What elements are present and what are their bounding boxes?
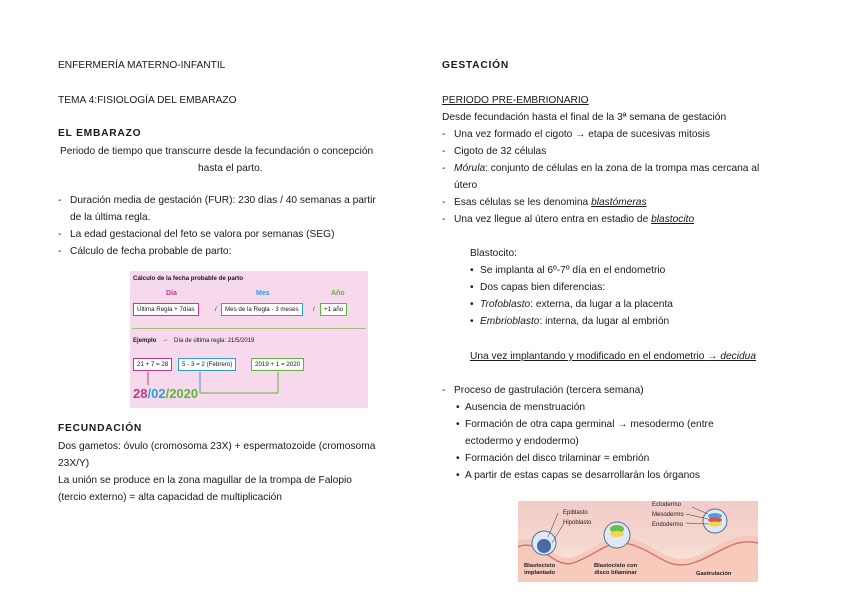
bullet-mark: •: [456, 402, 460, 413]
dash-mark: -: [442, 163, 446, 174]
calc-result-year: 2020: [169, 386, 199, 401]
label-mesodermo: Mesodermo: [652, 512, 684, 518]
calc-ex-mes: 5 - 3 = 2 (Febrero): [178, 358, 236, 371]
bullet-mark: •: [456, 453, 460, 464]
dash-mark: -: [442, 129, 446, 140]
bullet-mark: •: [470, 316, 474, 327]
calc-result: [133, 386, 198, 401]
caption-disco-bilaminar: Blastocisto con disco bilaminar: [594, 563, 638, 576]
gastrulacion-bullet-mesodermo-line2: ectodermo y endodermo): [465, 436, 579, 447]
bullet-mark: •: [470, 299, 474, 310]
caption-gastrulacion: Gastrulación: [696, 571, 732, 577]
calc-title: Cálculo de la fecha probable de parto: [133, 275, 244, 282]
calc-result-sep: /: [165, 386, 170, 401]
bullet-mark: •: [456, 470, 460, 481]
dash-mark: -: [442, 197, 446, 208]
calc-result-month: 02: [151, 386, 166, 401]
caption-blastocisto-implantado: Blastocisto implantado: [524, 563, 556, 576]
dash-mark: -: [58, 195, 62, 206]
fecundacion-line4: (tercio externo) = alta capacidad de multiplicación: [58, 492, 282, 503]
arrow-glyph: →: [707, 351, 718, 362]
calc-box-dia: Última Regla + 7días: [133, 303, 199, 316]
calc-ex-anio: 2019 + 1 = 2020: [251, 358, 304, 371]
bullet-mark: •: [470, 265, 474, 276]
embryo-development-figure: [518, 501, 758, 582]
preembrionario-intro: Desde fecundación hasta el final de la 3ª semana de gestación: [442, 112, 727, 123]
course-title: ENFERMERÍA MATERNO-INFANTIL: [58, 60, 226, 71]
fecundacion-line2: 23X/Y): [58, 458, 90, 469]
calc-result-sep: /: [147, 386, 152, 401]
dash-mark: -: [442, 146, 446, 157]
bullet-mark: •: [470, 282, 474, 293]
label-hipoblasto: Hipoblasto: [563, 520, 592, 526]
dash-mark: -: [442, 214, 446, 225]
calc-col-anio: Año: [331, 290, 345, 297]
arrow-glyph: →: [617, 419, 628, 430]
dash-mark: -: [442, 385, 446, 396]
calc-col-dia: Día: [166, 290, 177, 297]
calc-result-day: 28: [133, 386, 148, 401]
embarazo-heading: EL EMBARAZO: [58, 128, 142, 139]
calc-arrow: →: [162, 337, 168, 343]
gestacion-heading: GESTACIÓN: [442, 60, 510, 71]
calc-ex-dia: 21 + 7 = 28: [133, 358, 172, 371]
label-ectodermo: Ectodermo: [652, 502, 682, 508]
embarazo-definition-line2: hasta el parto.: [198, 163, 263, 174]
fecundacion-heading: FECUNDACIÓN: [58, 423, 143, 434]
due-date-calculation-figure: [130, 271, 368, 408]
calc-col-mes: Mes: [256, 290, 270, 297]
embarazo-definition-line1: Periodo de tiempo que transcurre desde la fecundación o concepción: [60, 146, 374, 157]
dash-mark: -: [58, 229, 62, 240]
implantation-note: Una vez implantando y modificado en el endometrio → decidua: [470, 351, 757, 362]
topic-title: TEMA 4:FISIOLOGÍA DEL EMBARAZO: [58, 95, 237, 106]
blastocito-title: Blastocito:: [470, 248, 517, 259]
calc-example-text: Día de última regla: 21/5/2019: [174, 338, 255, 344]
calc-box-mes: Mes de la Regla - 3 meses: [221, 303, 303, 316]
arrow-glyph: →: [575, 129, 586, 140]
preembrionario-heading: PERIODO PRE-EMBRIONARIO: [442, 95, 589, 106]
calc-separator: /: [215, 307, 217, 313]
fecundacion-line3: La unión se produce en la zona magullar de la trompa de Falopio: [58, 475, 352, 486]
label-epiblasto: Epiblasto: [563, 510, 588, 516]
label-endodermo: Endodermo: [652, 522, 684, 528]
calc-box-anio: +1 año: [320, 303, 347, 316]
calc-example-label: Ejemplo: [133, 338, 157, 344]
dash-mark: -: [58, 246, 62, 257]
calc-separator: /: [313, 307, 315, 313]
fecundacion-line1: Dos gametos: óvulo (cromosoma 23X) + espermatozoide (cromosoma: [58, 441, 376, 452]
bullet-mark: •: [456, 419, 460, 430]
